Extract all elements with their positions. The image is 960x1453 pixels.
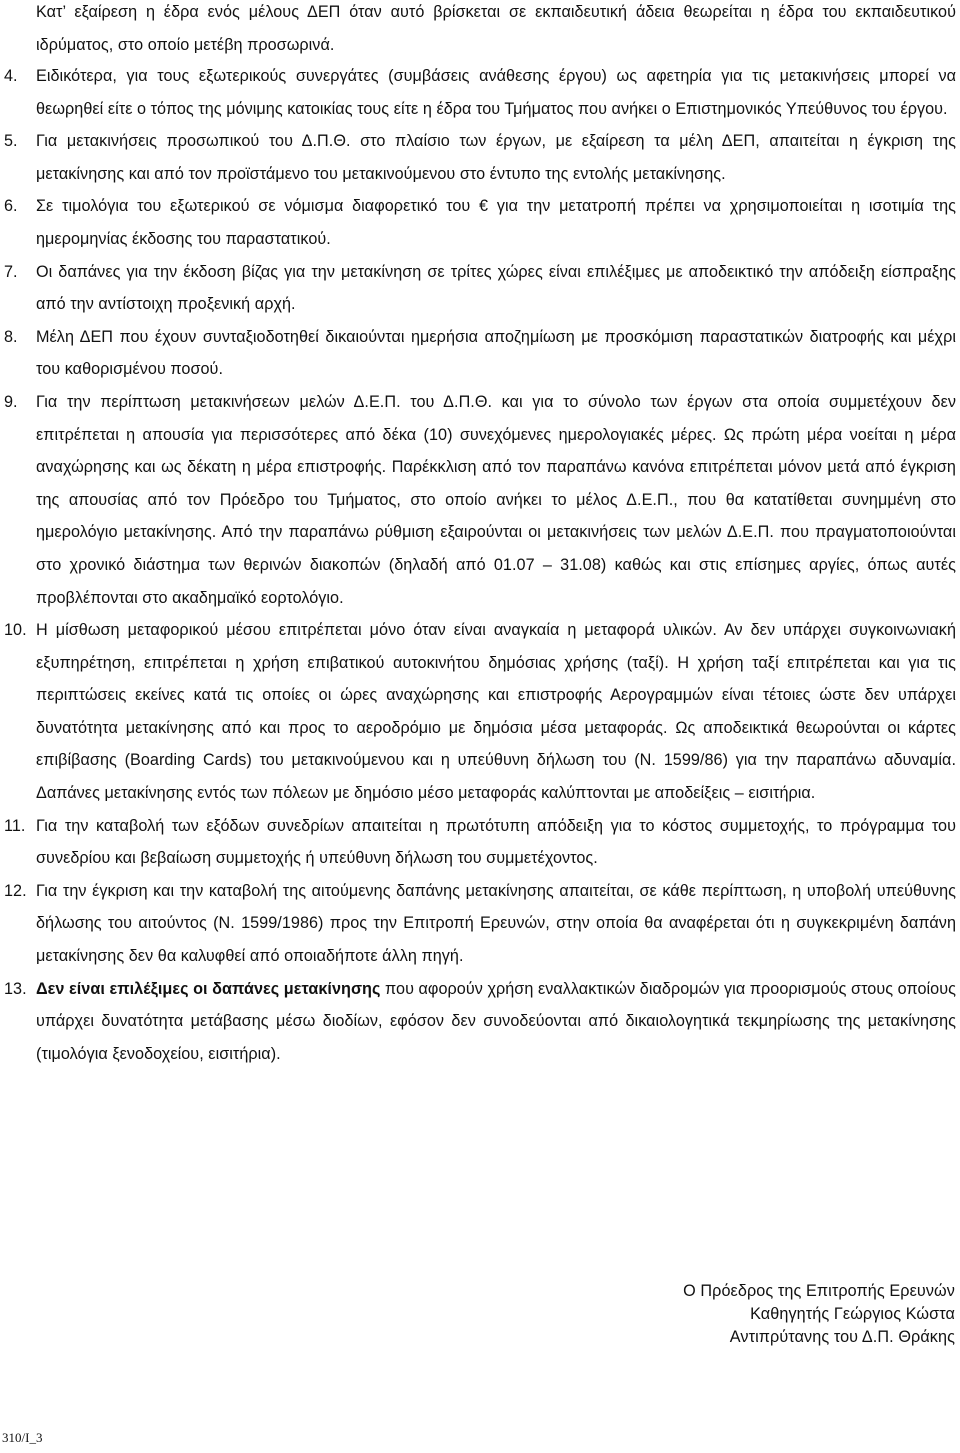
list-item-4 — [0, 60, 956, 125]
list-item-8 — [0, 321, 956, 386]
item-text: Για την περίπτωση μετακινήσεων μελών Δ.Ε.Π. του Δ.Π.Θ. και για το σύνολο των έργων στα οποία συμμετέχουν δεν επιτρέπεται η απουσία για περισσότερες από δέκα (10) συνεχόμενες ημερολογιακές μέρες. Ως πρώτη μέρα νοείται η μέρα αναχώρησης και ως δέκατη η μέρα επιστροφής. Παρέκκλιση από τον παραπάνω κανόνα επιτρέπεται μόνον μετά από έγκριση της απουσίας από τον Πρόεδρο του Τμήματος, στο οποίο ανήκει το μέλος Δ.Ε.Π., που θα κατατίθεται συνημμένη στο ημερολόγιο μετακίνησης. Από την παραπάνω ρύθμιση εξαιρούνται οι μετακινήσεις των μελών Δ.Ε.Π. που πραγματοποιούνται στο χρονικό διάστημα των θερινών διακοπών (δηλαδή από 01.07 – 31.08) καθώς και στις επίσημες αργίες, όπως αυτές προβλέπονται στο ακαδημαϊκό εορτολόγιο. — [36, 392, 956, 607]
item-number: 13. — [4, 979, 27, 998]
document-code: 310/Ι_3 — [2, 1430, 43, 1445]
item-text: Σε τιμολόγια του εξωτερικού σε νόμισμα διαφορετικό του € για την μετατροπή πρέπει να χρησιμοποιείται η ισοτιμία της ημερομηνίας έκδοσης του παραστατικού. — [36, 197, 956, 248]
item-number: 11. — [4, 816, 26, 835]
item-text: Για την καταβολή των εξόδων συνεδρίων απαιτείται η πρωτότυπη απόδειξη για το κόστος συμμετοχής, το πρόγραμμα του συνεδρίου και βεβαίωση συμμετοχής ή υπεύθυνη δήλωση του συμμετέχοντος. — [36, 816, 956, 868]
signature-title: Ο Πρόεδρος της Επιτροπής Ερευνών — [683, 1282, 955, 1300]
item-number: 4. — [4, 67, 18, 85]
item-text: Για μετακινήσεις προσωπικού του Δ.Π.Θ. στο πλαίσιο των έργων, με εξαίρεση τα μέλη ΔΕΠ, απαιτείται η έγκριση της μετακίνησης και από τον προϊστάμενο του μετακινούμενου στο έντυπο της εντολής μετακίνησης. — [36, 132, 956, 183]
signature-name: Καθηγητής Γεώργιος Κώστα — [750, 1304, 955, 1323]
list-item-9 — [0, 386, 956, 614]
intro-paragraph: Κατ’ εξαίρεση η έδρα ενός μέλους ΔΕΠ όταν αυτό βρίσκεται σε εκπαιδευτική άδεια θεωρείται η έδρα του εκπαιδευτικού ιδρύματος, στο οποίο μετέβη προσωρινά. — [36, 3, 956, 54]
list-item-6 — [0, 190, 956, 255]
item-number: 7. — [4, 262, 18, 281]
item-number: 9. — [4, 392, 18, 411]
list-item-10 — [0, 614, 956, 810]
item-number: 6. — [4, 197, 18, 216]
regulation-list — [0, 60, 960, 1070]
item-text: που αφορούν χρήση εναλλακτικών διαδρομών για προορισμούς στους οποίους υπάρχει δυνατότητα μετάβασης μέσω διοδίων, εφόσον δεν συνοδεύονται από δικαιολογητικά τεκμηρίωσης της μετακίνησης (τιμολόγια ξενοδοχείου, εισιτήρια). — [36, 979, 956, 1063]
list-item-12 — [0, 875, 956, 973]
item-text: Για την έγκριση και την καταβολή της αιτούμενης δαπάνης μετακίνησης απαιτείται, σε κάθε περίπτωση, η υποβολή υπεύθυνης δήλωσης του αιτούντος (Ν. 1599/1986) προς την Επιτροπή Ερευνών, στην οποία θα αναφέρεται ότι η συγκεκριμένη δαπάνη μετακίνησης δεν θα καλυφθεί από οποιαδήποτε άλλη πηγή. — [36, 881, 956, 966]
list-item-5 — [0, 125, 956, 190]
item-number: 8. — [4, 327, 18, 346]
item-text: Μέλη ΔΕΠ που έχουν συνταξιοδοτηθεί δικαιούνται ημερήσια αποζημίωση με προσκόμιση παραστατικών διατροφής και μέχρι του καθορισμένου ποσού. — [36, 327, 956, 379]
item-bold-lead: Δεν είναι επιλέξιμες οι δαπάνες μετακίνησης — [36, 979, 381, 998]
item-text: Η μίσθωση μεταφορικού μέσου επιτρέπεται μόνο όταν είναι αναγκαία η μεταφορά υλικών. Αν δεν υπάρχει συγκοινωνιακή εξυπηρέτηση, επιτρέπεται η χρήση επιβατικού αυτοκινήτου δημόσιας χρήσης (ταξί). Η χρήση ταξί επιτρέπεται και για τις περιπτώσεις εκείνες κατά τις οποίες οι ώρες αναχώρησης και επιστροφής Αερογραμμών είναι τέτοιες ώστε δεν υπάρχει δυνατότητα μετακίνησης από και προς το αεροδρόμιο με δημόσια μέσα μεταφοράς. Ως αποδεικτικά θεωρούνται οι κάρτες επιβίβασης (Boarding Cards) του μετακινούμενου και η υπεύθυνη δήλωση του (Ν. 1599/86) για την παραπάνω αδυναμία. Δαπάνες μετακίνησης εντός των πόλεων με δημόσιο μέσο μεταφοράς καλύπτονται με αποδείξεις – εισιτήρια. — [36, 621, 956, 803]
item-text: Ειδικότερα, για τους εξωτερικούς συνεργάτες (συμβάσεις ανάθεσης έργου) ως αφετηρία για τις μετακινήσεις μπορεί να θεωρηθεί είτε ο τόπος της μόνιμης κατοικίας τους είτε η έδρα του Τμήματος που ανήκει ο Επιστημονικός Υπεύθυνος του έργου. — [36, 67, 956, 118]
item-number: 5. — [4, 132, 18, 151]
item-text: Οι δαπάνες για την έκδοση βίζας για την μετακίνηση σε τρίτες χώρες είναι επιλέξιμες με αποδεικτικό την απόδειξη είσπραξης από την αντίστοιχη προξενική αρχή. — [36, 262, 956, 314]
item-number: 10. — [4, 621, 27, 640]
signature-block — [683, 1280, 955, 1348]
list-item-11 — [0, 810, 956, 875]
signature-role: Αντιπρύτανης του Δ.Π. Θράκης — [729, 1327, 955, 1346]
item-number: 12. — [4, 881, 27, 900]
list-item-7 — [0, 256, 956, 321]
list-item-13 — [0, 973, 956, 1071]
